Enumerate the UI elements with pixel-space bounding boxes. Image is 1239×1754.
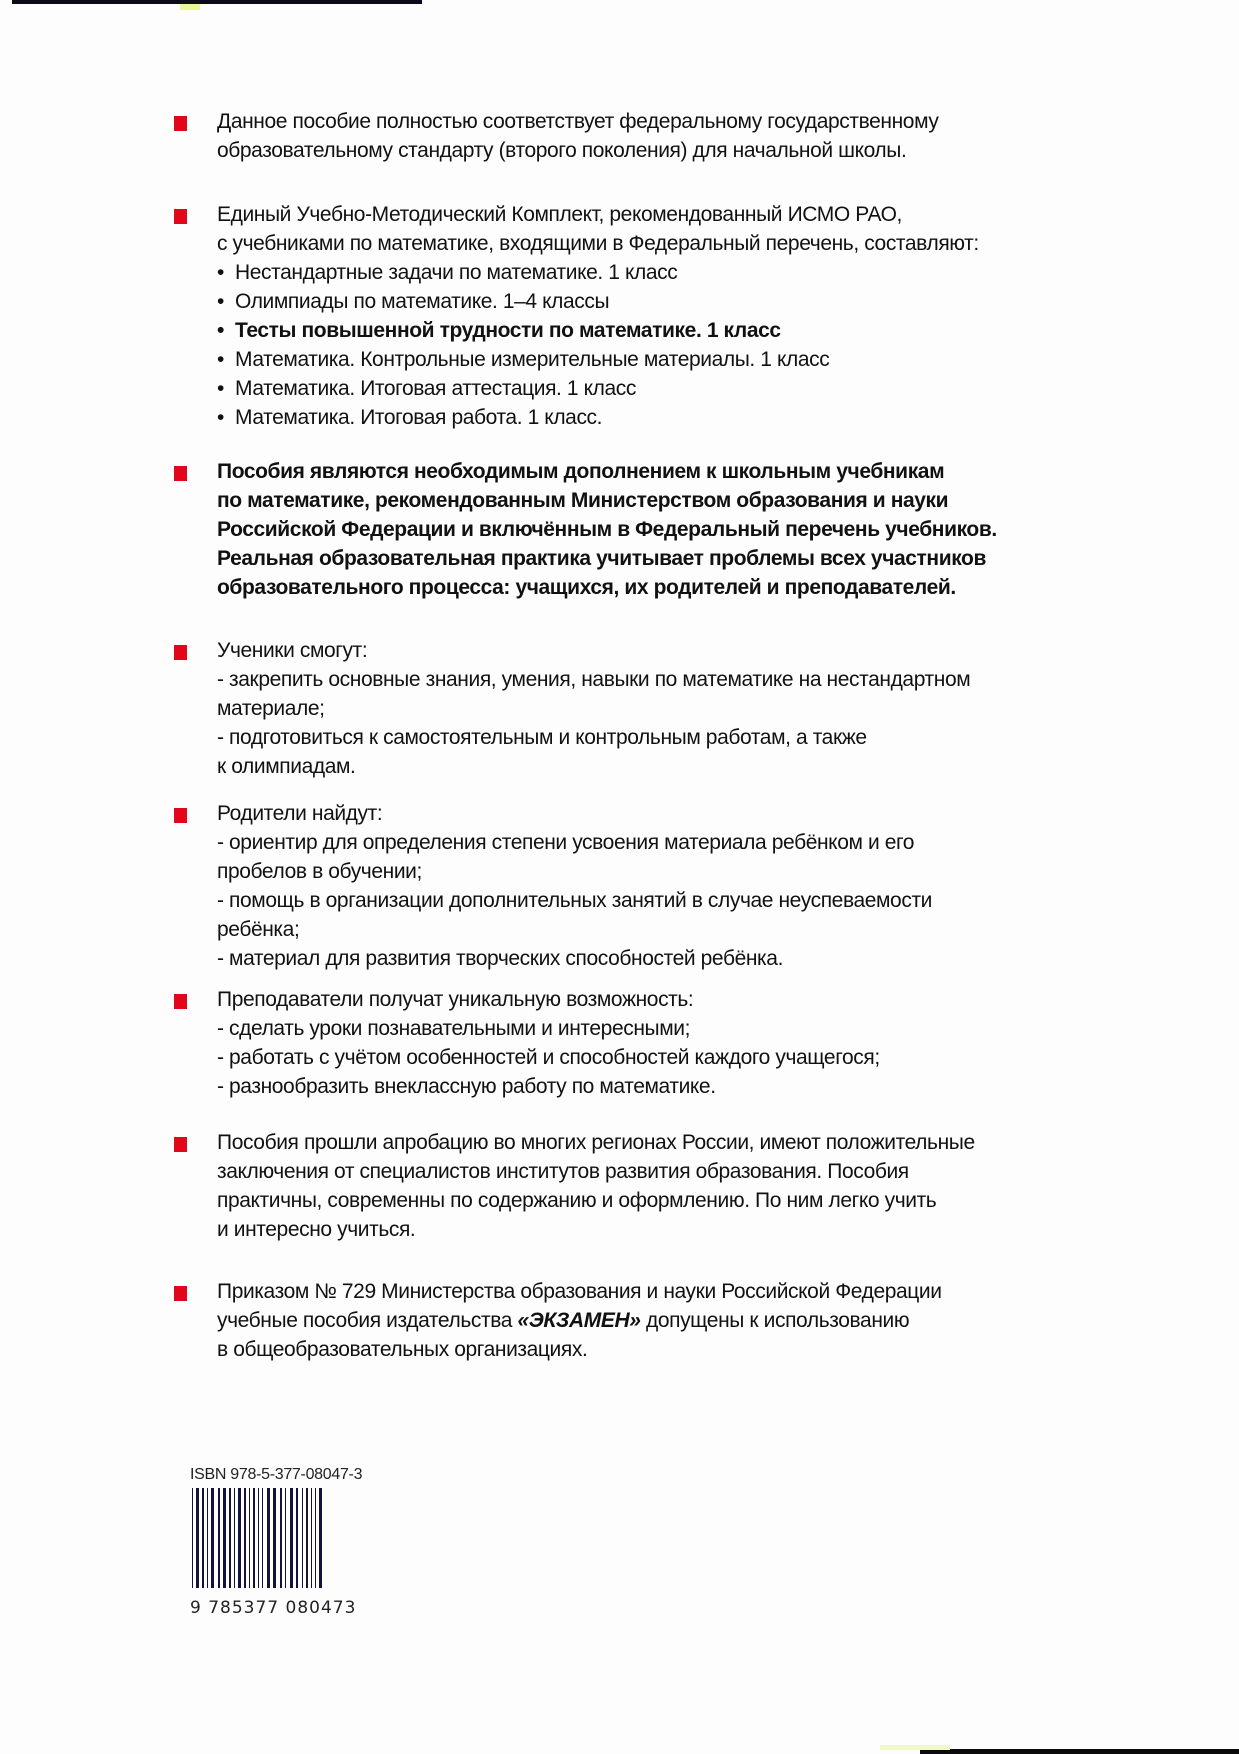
barcode-bar bbox=[229, 1488, 231, 1588]
red-square-bullet-icon bbox=[174, 994, 187, 1009]
text-line: - работать с учётом особенностей и способностей каждого учащегося; bbox=[217, 1046, 880, 1069]
text-line: Единый Учебно-Методический Комплект, рекомендованный ИСМО РАО, bbox=[217, 203, 902, 226]
text-line: - материал для развития творческих способностей ребёнка. bbox=[217, 947, 784, 970]
section-umk bbox=[174, 200, 1174, 432]
book-list-item: • Математика. Итоговая работа. 1 класс. bbox=[217, 403, 1174, 432]
barcode-digits: 9 785377 080473 bbox=[190, 1598, 357, 1618]
barcode-bar bbox=[211, 1488, 214, 1588]
text-line: к олимпиадам. bbox=[217, 755, 356, 778]
book-list-item: • Олимпиады по математике. 1–4 классы bbox=[217, 287, 1174, 316]
text-line: - ориентир для определения степени усвоения материала ребёнком и его bbox=[217, 831, 915, 854]
barcode-bar bbox=[273, 1488, 276, 1588]
section-heading: Преподаватели получат уникальную возможность: bbox=[217, 988, 694, 1011]
text-fragment: учебные пособия издательства bbox=[217, 1309, 518, 1332]
text-fragment: допущены к использованию bbox=[640, 1309, 910, 1332]
section-teachers bbox=[174, 985, 1174, 1101]
red-square-bullet-icon bbox=[174, 1137, 187, 1152]
barcode-bar bbox=[202, 1488, 204, 1588]
text-line: - сделать уроки познавательными и интересными; bbox=[217, 1017, 691, 1040]
section-standard bbox=[174, 107, 1174, 165]
section-approbation bbox=[174, 1128, 1174, 1244]
barcode-bar bbox=[253, 1488, 255, 1588]
barcode-bar bbox=[249, 1488, 250, 1588]
barcode-bar bbox=[280, 1488, 282, 1588]
barcode-bar bbox=[258, 1488, 259, 1588]
barcode-bar bbox=[244, 1488, 246, 1588]
text-line: - разнообразить внеклассную работу по математике. bbox=[217, 1075, 716, 1098]
book-list-item: • Нестандартные задачи по математике. 1 класс bbox=[217, 258, 1174, 287]
text-line: образовательного процесса: учащихся, их родителей и преподавателей. bbox=[217, 576, 956, 599]
barcode-bar bbox=[262, 1488, 263, 1588]
barcode-bar bbox=[302, 1488, 303, 1588]
barcode-bar bbox=[223, 1488, 226, 1588]
text-line: пробелов в обучении; bbox=[217, 860, 422, 883]
barcode-bar bbox=[311, 1488, 312, 1588]
red-square-bullet-icon bbox=[174, 209, 187, 224]
scan-edge-top bbox=[12, 0, 422, 4]
barcode-bar bbox=[315, 1488, 316, 1588]
book-list-item-current: • Тесты повышенной трудности по математике. 1 класс bbox=[217, 316, 1174, 345]
barcode-bar bbox=[290, 1488, 293, 1588]
section-heading: Родители найдут: bbox=[217, 802, 383, 825]
scan-edge-bottom bbox=[920, 1749, 1239, 1754]
text-line bbox=[217, 1306, 1174, 1335]
text-line: с учебниками по математике, входящими в Федеральный перечень, составляют: bbox=[217, 232, 979, 255]
barcode-bar bbox=[234, 1488, 235, 1588]
section-heading: Ученики смогут: bbox=[217, 639, 368, 662]
text-line: Приказом № 729 Министерства образования и науки Российской Федерации bbox=[217, 1280, 942, 1303]
scan-artifact bbox=[880, 1745, 950, 1750]
red-square-bullet-icon bbox=[174, 645, 187, 660]
barcode-bar bbox=[285, 1488, 286, 1588]
book-list bbox=[217, 258, 1174, 432]
text-line: ребёнка; bbox=[217, 918, 300, 941]
text-line: Реальная образовательная практика учитывает проблемы всех участников bbox=[217, 547, 986, 570]
barcode-bar bbox=[196, 1488, 199, 1588]
barcode-bar bbox=[238, 1488, 241, 1588]
red-square-bullet-icon bbox=[174, 116, 187, 131]
text-line: - подготовиться к самостоятельным и контрольным работам, а также bbox=[217, 726, 867, 749]
text-line: заключения от специалистов институтов развития образования. Пособия bbox=[217, 1160, 909, 1183]
isbn-label: ISBN 978-5-377-08047-3 bbox=[190, 1466, 363, 1483]
section-students bbox=[174, 636, 1174, 781]
barcode-bar bbox=[218, 1488, 220, 1588]
text-line: - помощь в организации дополнительных занятий в случае неуспеваемости bbox=[217, 889, 932, 912]
scan-artifact bbox=[180, 4, 200, 10]
text-line: образовательному стандарту (второго поколения) для начальной школы. bbox=[217, 139, 907, 162]
publisher-name: «ЭКЗАМЕН» bbox=[517, 1309, 641, 1332]
section-supplement bbox=[174, 457, 1174, 602]
barcode-bar bbox=[306, 1488, 308, 1588]
text-line: - закрепить основные знания, умения, навыки по математике на нестандартном bbox=[217, 668, 971, 691]
section-order bbox=[174, 1277, 1174, 1364]
text-line: Пособия являются необходимым дополнением к школьным учебникам bbox=[217, 460, 945, 483]
barcode-bar bbox=[319, 1488, 322, 1588]
barcode-bar bbox=[296, 1488, 298, 1588]
barcode-bar bbox=[267, 1488, 270, 1588]
barcode bbox=[190, 1488, 410, 1618]
text-line: материале; bbox=[217, 697, 325, 720]
text-line: практичны, современны по содержанию и оформлению. По ним легко учить bbox=[217, 1189, 937, 1212]
text-line: Пособия прошли апробацию во многих регионах России, имеют положительные bbox=[217, 1131, 975, 1154]
book-list-item: • Математика. Контрольные измерительные материалы. 1 класс bbox=[217, 345, 1174, 374]
text-line: в общеобразовательных организациях. bbox=[217, 1338, 588, 1361]
text-line: и интересно учиться. bbox=[217, 1218, 416, 1241]
section-parents bbox=[174, 799, 1174, 973]
book-list-item: • Математика. Итоговая аттестация. 1 класс bbox=[217, 374, 1174, 403]
text-line: по математике, рекомендованным Министерством образования и науки bbox=[217, 489, 949, 512]
barcode-bar bbox=[192, 1488, 193, 1588]
text-line: Данное пособие полностью соответствует федеральному государственному bbox=[217, 110, 939, 133]
text-line: Российской Федерации и включённым в Федеральный перечень учебников. bbox=[217, 518, 997, 541]
red-square-bullet-icon bbox=[174, 808, 187, 823]
barcode-bar bbox=[207, 1488, 208, 1588]
red-square-bullet-icon bbox=[174, 1286, 187, 1301]
isbn-block bbox=[190, 1466, 410, 1618]
red-square-bullet-icon bbox=[174, 466, 187, 481]
